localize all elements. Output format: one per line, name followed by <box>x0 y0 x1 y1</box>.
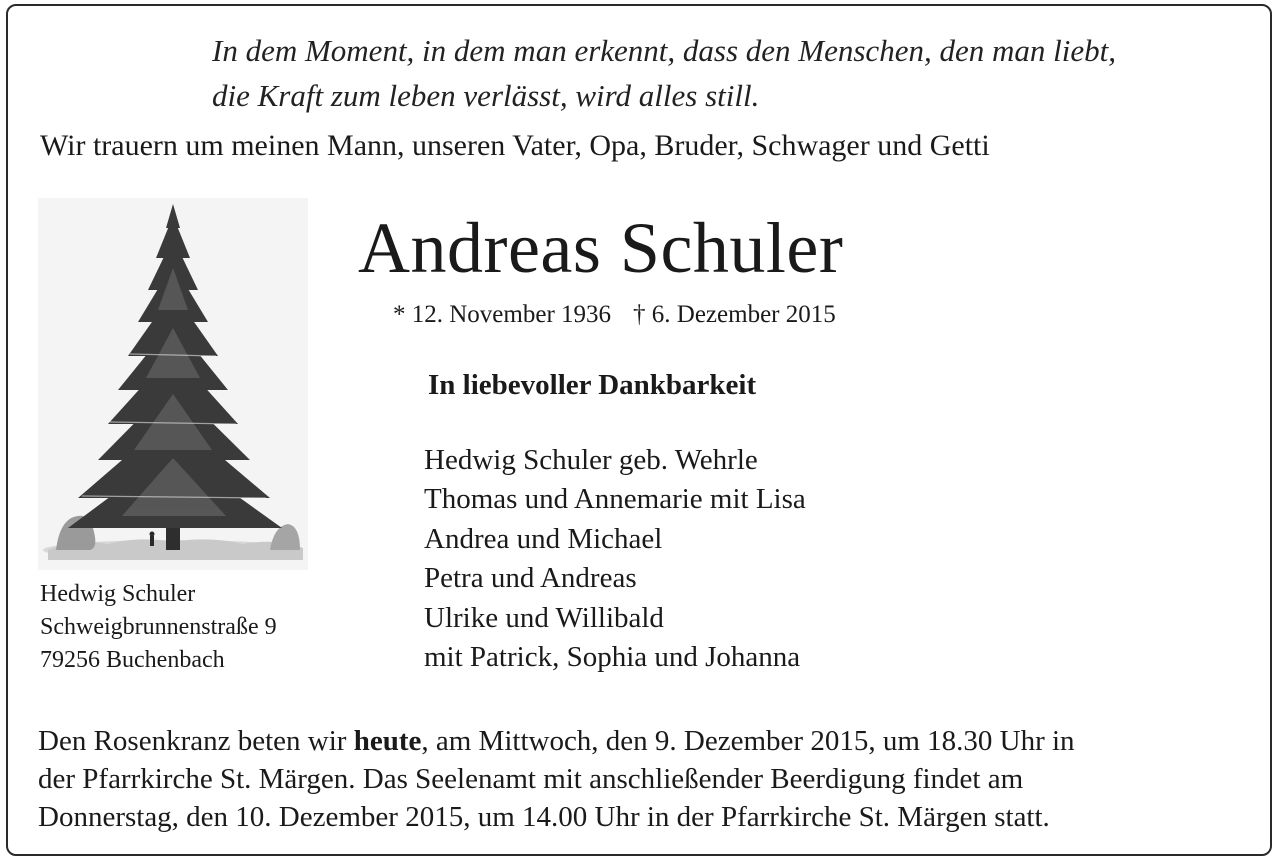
mourner: mit Patrick, Sophia und Johanna <box>424 641 801 674</box>
service-notice <box>38 722 1263 836</box>
notice-line-2: der Pfarrkirche St. Märgen. Das Seelenamt mit anschließender Beerdigung findet am <box>38 763 1024 795</box>
address-city: 79256 Buchenbach <box>40 647 225 673</box>
mourner: Petra und Andreas <box>424 562 637 595</box>
mourner: Hedwig Schuler geb. Wehrle <box>424 444 758 476</box>
notice-line-1-end: , am Mittwoch, den 9. Dezember 2015, um 18.30 Uhr in <box>421 725 1075 757</box>
quote <box>212 28 1262 118</box>
address-name: Hedwig Schuler <box>40 581 196 607</box>
intro-text: Wir trauern um meinen Mann, unseren Vater, Opa, Bruder, Schwager und Getti <box>40 129 990 162</box>
gratitude-heading: In liebevoller Dankbarkeit <box>428 369 757 401</box>
notice-today: heute <box>353 725 422 757</box>
mourner: Ulrike und Willibald <box>424 601 664 634</box>
fir-tree-image <box>38 198 308 570</box>
quote-line-2: die Kraft zum leben verlässt, wird alles still. <box>212 78 760 113</box>
deceased-name: Andreas Schuler <box>358 208 844 288</box>
notice-line-1-start: Den Rosenkranz beten wir <box>38 725 354 757</box>
life-dates <box>393 298 836 332</box>
mourners-list <box>424 441 806 677</box>
fir-tree-icon <box>38 198 308 570</box>
mourner: Andrea und Michael <box>424 522 663 555</box>
death-date: † 6. Dezember 2015 <box>633 301 836 328</box>
notice-line-1 <box>38 722 1263 760</box>
notice-line-3: Donnerstag, den 10. Dezember 2015, um 14.00 Uhr in der Pfarrkirche St. Märgen statt. <box>38 801 1050 833</box>
contact-address <box>40 578 277 677</box>
address-street: Schweigbrunnenstraße 9 <box>40 614 277 640</box>
birth-date: * 12. November 1936 <box>393 301 612 328</box>
quote-line-1: In dem Moment, in dem man erkennt, dass den Menschen, den man liebt, <box>212 33 1116 68</box>
mourner: Thomas und Annemarie mit Lisa <box>424 483 806 516</box>
